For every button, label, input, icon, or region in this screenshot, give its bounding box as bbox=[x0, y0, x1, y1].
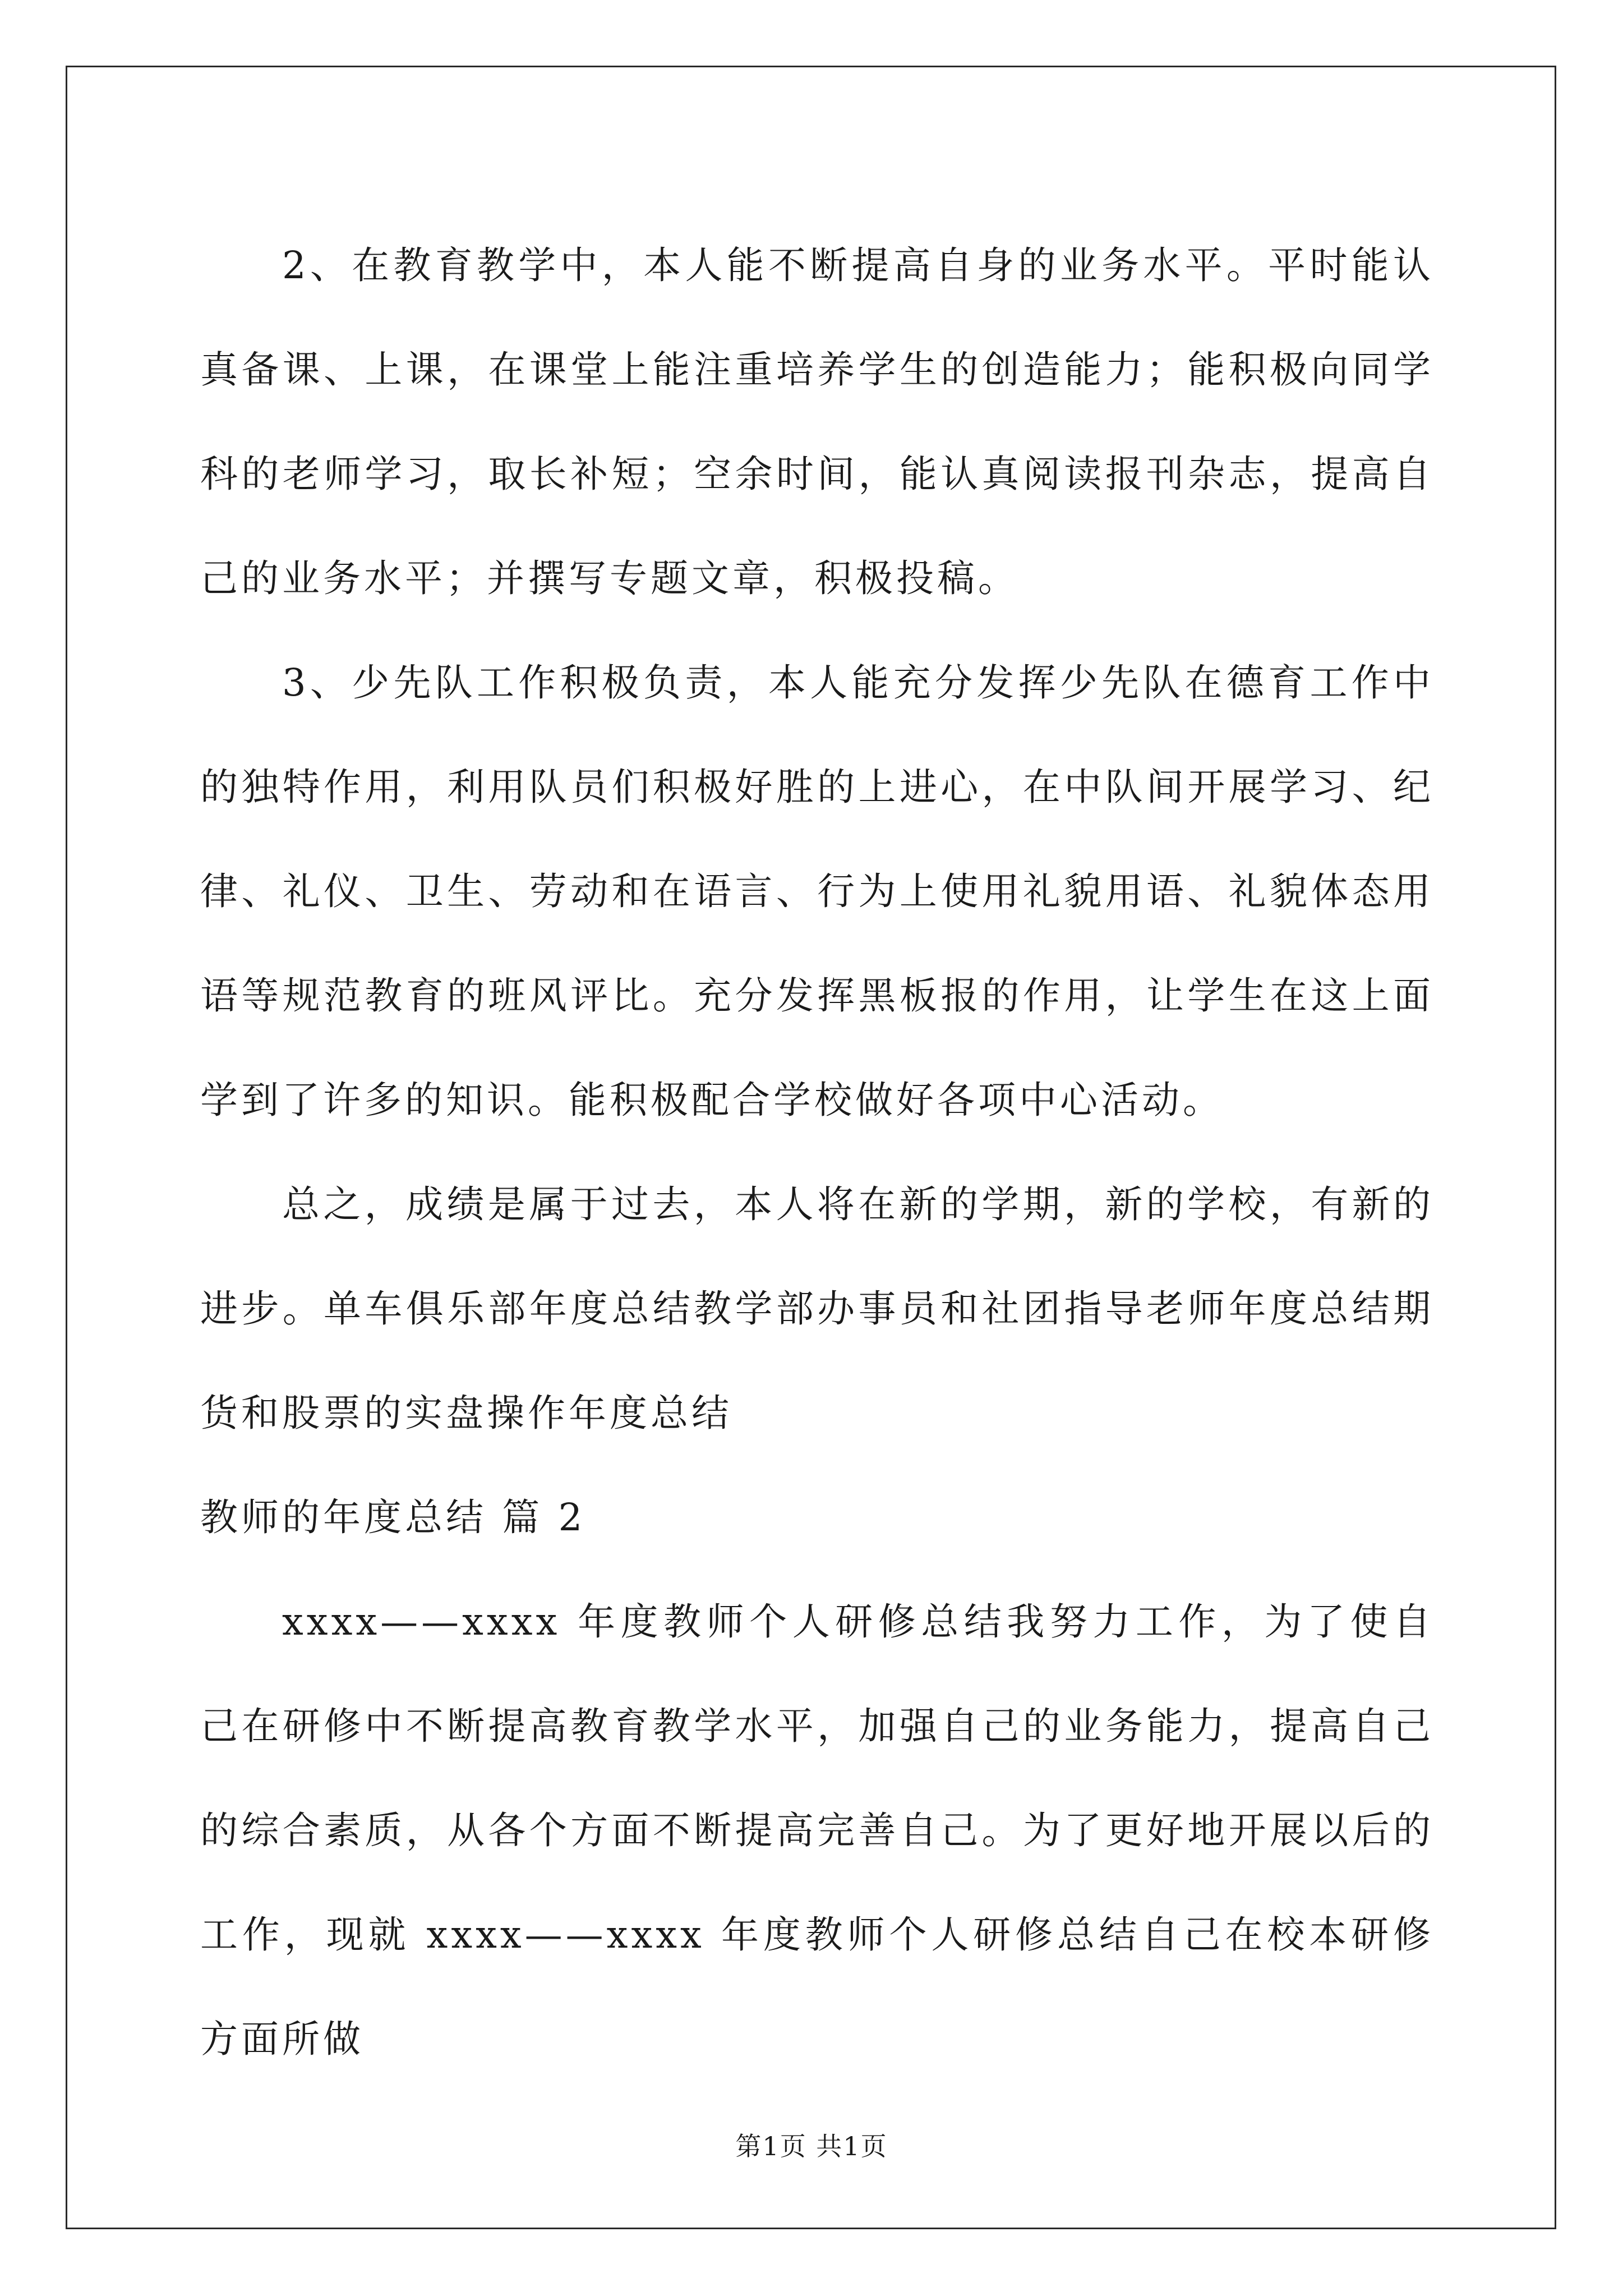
paragraph-research-summary: xxxx——xxxx 年度教师个人研修总结我努力工作，为了使自己在研修中不断提高教育教学水平，加强自己的业务能力，提高自己的综合素质，从各个方面不断提高完善自己。为了更好地开展以后的工作，现就 xxxx——xxxx 年度教师个人研修总结自己在校本研修方面所做 bbox=[200, 1600, 1434, 2061]
paragraph-young-pioneers: 3、少先队工作积极负责，本人能充分发挥少先队在德育工作中的独特作用，利用队员们积极好胜的上进心，在中队间开展学习、纪律、礼仪、卫生、劳动和在语言、行为上使用礼貌用语、礼貌体态用语等规范教育的班风评比。充分发挥黑板报的作用，让学生在这上面学到了许多的知识。能积极配合学校做好各项中心活动。 bbox=[200, 661, 1434, 1122]
section-heading: 教师的年度总结 篇 2 bbox=[200, 1496, 586, 1539]
paragraph-teaching: 2、在教育教学中，本人能不断提高自身的业务水平。平时能认真备课、上课，在课堂上能注重培养学生的创造能力；能积极向同学科的老师学习，取长补短；空余时间，能认真阅读报刊杂志，提高自己的业务水平；并撰写专题文章，积极投稿。 bbox=[200, 243, 1434, 600]
paragraph-conclusion: 总之，成绩是属于过去，本人将在新的学期，新的学校，有新的进步。单车俱乐部年度总结教学部办事员和社团指导老师年度总结期货和股票的实盘操作年度总结 bbox=[200, 1182, 1434, 1435]
page-number: 第1页 共1页 bbox=[735, 2131, 888, 2161]
document-body bbox=[200, 213, 1434, 2091]
